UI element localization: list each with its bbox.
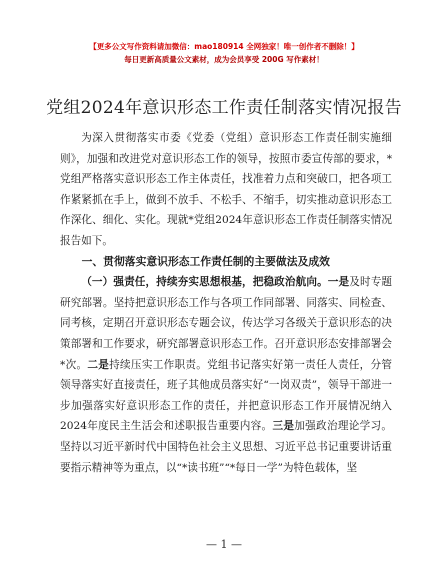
subsection-heading: （一）强责任，持续夯实思想根基，把稳政治航向。 <box>81 276 328 289</box>
promo-line-2: 每日更新高质量公文素材，成为会员享受 200G 写作素材！ <box>124 55 324 64</box>
promo-line-1: 【更多公文写作资料请加微信：mao180914 全网独家！唯一创作者不删除！】 <box>89 42 359 51</box>
document-title: 党组2024年意识形态工作责任制落实情况报告 <box>46 98 402 118</box>
page-number: — 1 — <box>206 538 242 551</box>
point-text-3: 加强政治理论学习。坚持以习近平新时代中国特色社会主义思想、习近平总书记重要讲话重要指示精神等为重点，以“*读书班”“*每日一学”为特色载体，坚 <box>60 420 393 474</box>
document-body <box>60 128 392 478</box>
point-marker-3: 三是 <box>272 420 295 433</box>
point-marker-1: 一是 <box>327 276 350 289</box>
point-marker-2: 二是 <box>87 358 110 371</box>
promo-banner <box>0 40 448 66</box>
section-heading: 一、贯彻落实意识形态工作责任制的主要做法及成效 <box>81 254 330 268</box>
point-text-1: 及时专题研究部署。坚持把意识形态工作与各项工作同部署、同落实、同检查、同考核，定期召开意识形态专题会议，传达学习各级关于意识形态的决策部署和工作要求，研究部署意识形态工作。召开意识形态安排部署会*次。 <box>60 276 393 371</box>
subsection-paragraph <box>60 272 392 478</box>
intro-paragraph: 为深入贯彻落实市委《党委（党组）意识形态工作责任制实施细则》，加强和改进党对意识形态工作的领导，按照市委宣传部的要求，*党组严格落实意识形态工作主体责任，找准着力点和突破口，把各项工作紧紧抓在手上，做到不放手、不松手、不缩手，切实推动意识形态工作深化、细化、实化。现就*党组2024年意识形态工作责任制落实情况报告如下。 <box>60 132 392 247</box>
point-text-2: 持续压实工作职责。党组书记落实好第一责任人责任，分管领导落实好直接责任，班子其他成员落实好“一岗双责”，领导干部进一步加强落实好意识形态工作的责任，并把意识形态工作开展情况纳入2024年度民主生活会和述职报告重要内容。 <box>60 358 393 433</box>
